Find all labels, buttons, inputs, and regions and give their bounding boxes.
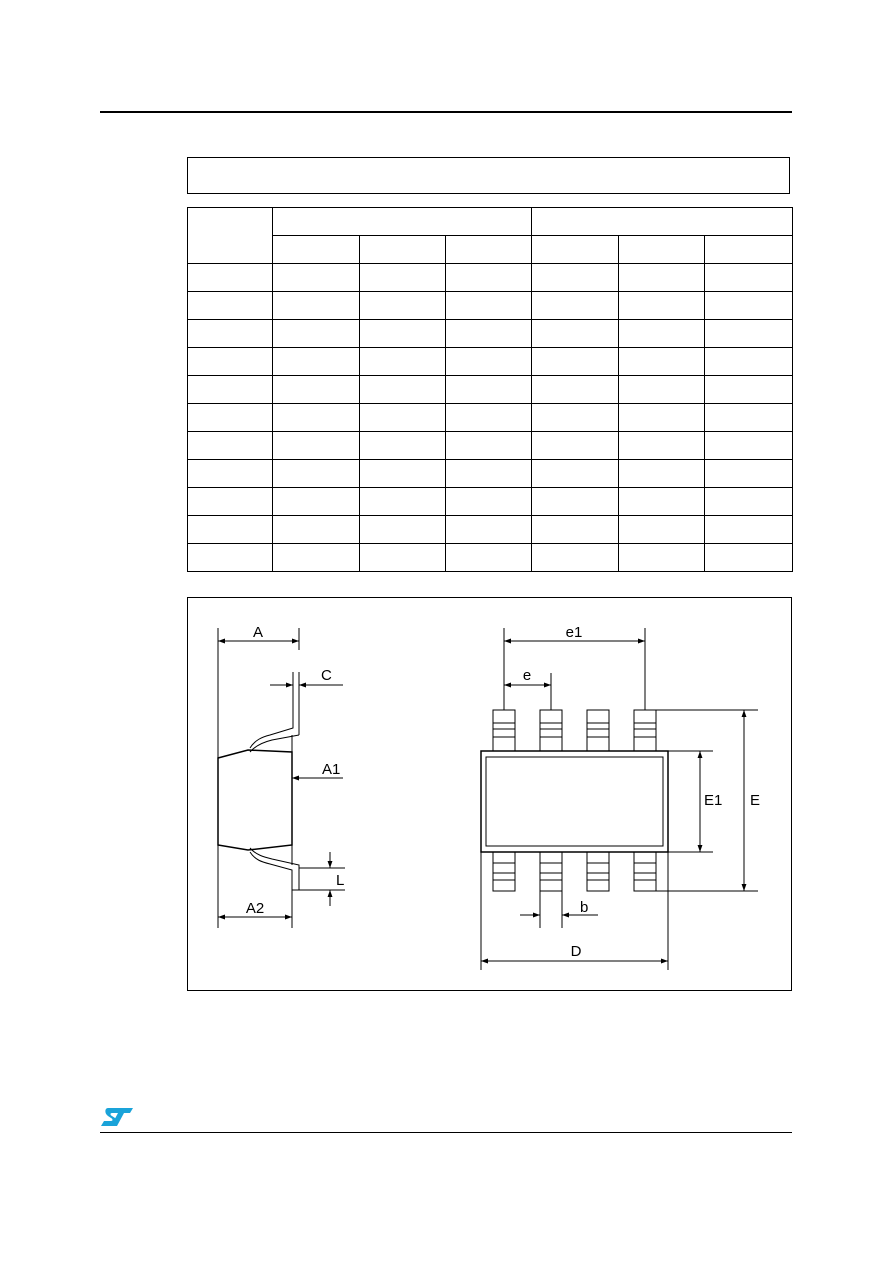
dim-label-A1: A1 — [322, 761, 341, 778]
dim-label-E: E — [750, 792, 761, 809]
dim-label-e1: e1 — [565, 624, 583, 641]
dim-label-E1: E1 — [704, 792, 723, 809]
dim-label-A2: A2 — [245, 900, 265, 917]
top-pins — [493, 710, 656, 751]
dim-label-L: L — [336, 872, 345, 889]
footer-rule — [100, 1132, 792, 1133]
dim-label-D: D — [570, 943, 582, 960]
dim-label-C: C — [321, 667, 332, 684]
bottom-pins — [493, 852, 656, 891]
dim-label-b: b — [580, 899, 589, 916]
dim-label-e: e — [522, 667, 532, 684]
st-logo — [100, 1106, 134, 1128]
dim-label-A: A — [252, 624, 264, 641]
